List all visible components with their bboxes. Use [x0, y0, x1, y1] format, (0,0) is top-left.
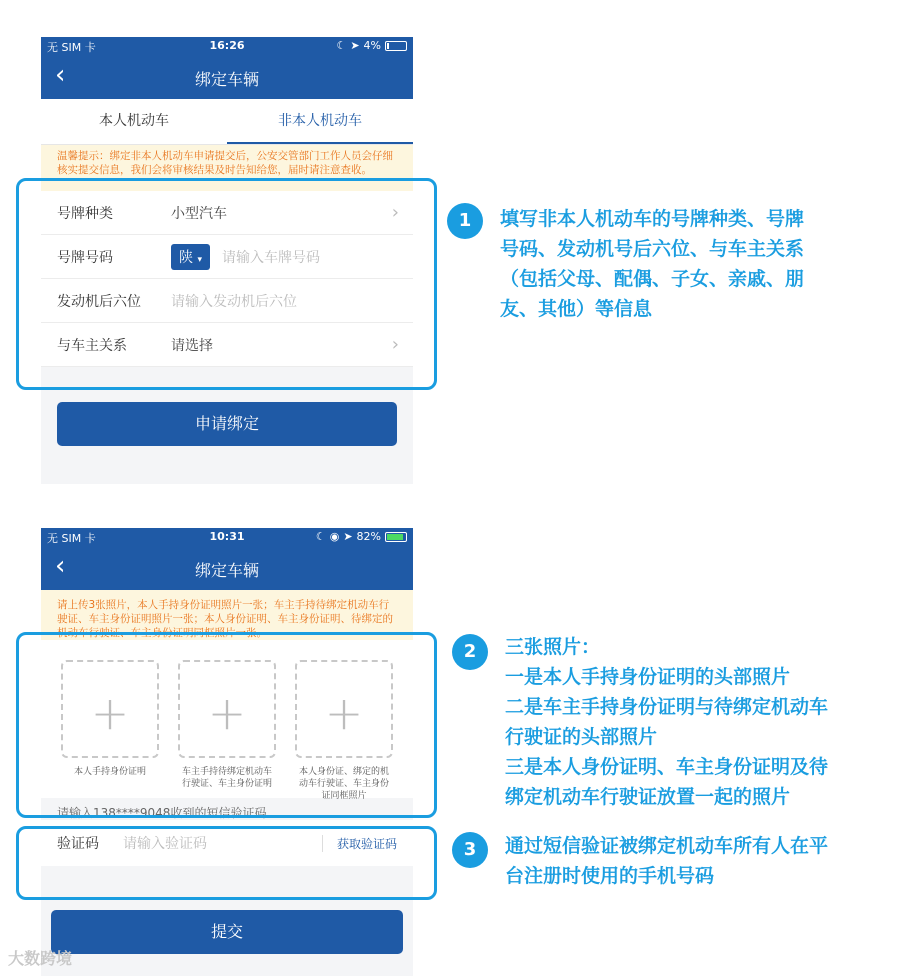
status-time: 10:31 — [209, 530, 245, 543]
plus-icon: + — [207, 686, 247, 740]
moon-icon: ☾ — [336, 39, 347, 52]
upload-notice-text: 请上传3张照片，本人手持身份证明照片一张；车主手持待绑定机动车行驶证、车主身份证明照片一张；本人身份证明、车主身份证明、待绑定的机动车行驶证、车主身份证明同框照片一张。 — [41, 590, 413, 640]
page-title: 绑定车辆 — [194, 561, 259, 580]
lock-rotation-icon: ◉ — [329, 530, 340, 543]
plate-type-value: 小型汽车 — [171, 205, 227, 222]
annotation-1 — [500, 204, 804, 324]
status-right — [316, 530, 407, 543]
annotation-line: 号码、发动机号后六位、与车主关系 — [500, 238, 805, 260]
annotation-line: 二是车主手持身份证明与待绑定机动车 — [505, 696, 829, 718]
page-title: 绑定车辆 — [194, 70, 259, 89]
tab-bar — [41, 99, 413, 145]
tab-own-vehicle[interactable]: 本人机动车 — [99, 113, 169, 129]
status-time: 16:26 — [209, 39, 245, 52]
plus-icon: + — [324, 686, 364, 740]
photo-caption: 本人手持身份证明 — [73, 767, 146, 777]
carrier-label: 无 SIM 卡 — [47, 532, 96, 545]
battery-percent: 82% — [356, 530, 381, 543]
apply-bind-button[interactable]: 申请绑定 — [57, 402, 397, 446]
annotation-line: 一是本人手持身份证明的头部照片 — [505, 666, 791, 688]
engine-number-label: 发动机后六位 — [57, 293, 141, 310]
highlight-frame-1 — [16, 178, 437, 390]
caret-down-icon: ▾ — [197, 254, 202, 265]
step-badge-3: 3 — [452, 832, 488, 868]
plate-number-input[interactable]: 请输入车牌号码 — [221, 249, 320, 266]
submit-button[interactable]: 提交 — [51, 910, 403, 954]
battery-icon — [385, 41, 407, 51]
status-right — [336, 39, 407, 52]
highlight-frame-2 — [16, 632, 437, 818]
get-code-button[interactable]: 获取验证码 — [322, 835, 397, 852]
battery-percent: 4% — [363, 39, 381, 52]
code-input[interactable]: 请输入验证码 — [123, 836, 207, 852]
status-bar — [41, 37, 413, 55]
plus-icon: + — [90, 686, 130, 740]
annotation-line: 三张照片： — [505, 636, 601, 658]
nav-bar — [41, 55, 413, 99]
back-icon[interactable]: ‹ — [55, 60, 66, 90]
nav-bar — [41, 546, 413, 590]
chevron-right-icon: › — [391, 334, 399, 355]
code-label: 验证码 — [57, 836, 99, 852]
location-icon: ➤ — [343, 530, 353, 543]
carrier-label: 无 SIM 卡 — [47, 41, 96, 54]
notice-text: 温馨提示：绑定非本人机动车申请提交后，公安交管部门工作人员会仔细核实提交信息，我们会将审核结果及时告知给您，届时请注意查收。 — [41, 145, 413, 191]
moon-icon: ☾ — [315, 530, 326, 543]
location-icon: ➤ — [350, 39, 360, 52]
annotation-line: 通过短信验证被绑定机动车所有人在平 — [505, 835, 829, 857]
annotation-3 — [505, 831, 828, 891]
plate-type-label: 号牌种类 — [57, 205, 113, 222]
highlight-frame-3 — [16, 826, 437, 900]
annotation-line: 绑定机动车行驶证放置一起的照片 — [505, 786, 791, 808]
step-badge-2: 2 — [452, 634, 488, 670]
chevron-right-icon: › — [391, 202, 399, 223]
owner-relation-label: 与车主关系 — [57, 337, 127, 354]
sms-info-text: 请输入138****9048收到的短信验证码 — [41, 798, 413, 820]
plate-number-label: 号牌号码 — [57, 249, 113, 266]
photo-caption: 车主手持待绑定机动车行驶证、车主身份证明 — [181, 767, 272, 789]
annotation-line: 填写非本人机动车的号牌种类、号牌 — [500, 208, 805, 230]
annotation-line: 行驶证的头部照片 — [505, 726, 658, 748]
status-bar — [41, 528, 413, 546]
back-icon[interactable]: ‹ — [55, 551, 66, 581]
owner-relation-value: 请选择 — [171, 337, 213, 354]
tab-other-vehicle[interactable]: 非本人机动车 — [227, 99, 413, 144]
annotation-line: 友、其他）等信息 — [500, 298, 653, 320]
watermark-logo: 大数跨境 — [8, 949, 73, 968]
engine-number-input[interactable]: 请输入发动机后六位 — [171, 293, 297, 310]
annotation-line: （包括父母、配偶、子女、亲戚、朋 — [500, 268, 805, 290]
annotation-2 — [505, 632, 828, 812]
annotation-line: 三是本人身份证明、车主身份证明及待 — [505, 756, 829, 778]
step-badge-1: 1 — [447, 203, 483, 239]
province-value: 陕 — [179, 249, 193, 266]
photo-caption: 本人身份证、绑定的机动车行驶证、车主身份证同框照片 — [298, 767, 389, 801]
battery-icon — [385, 532, 407, 542]
annotation-line: 台注册时使用的手机号码 — [505, 865, 715, 887]
